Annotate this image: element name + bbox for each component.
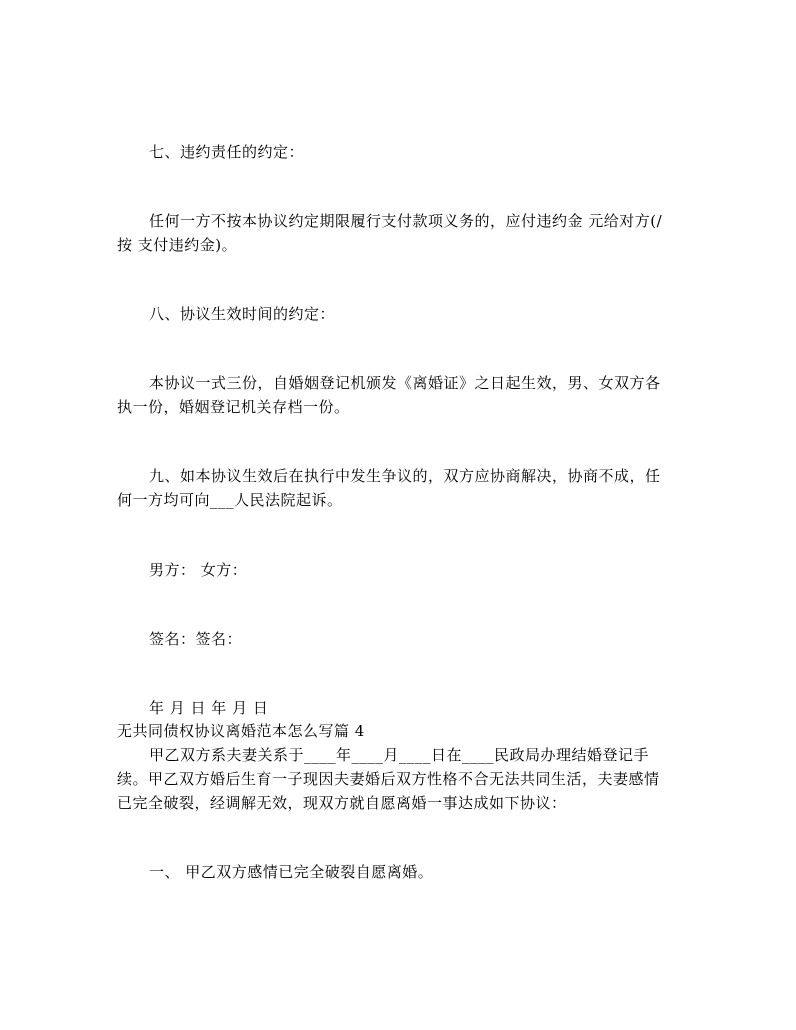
intro-line-2: 续。甲乙双方婚后生育一子现因夫妻婚后双方性格不合无法共同生活，夫妻感情 — [117, 770, 660, 788]
article-title: 无共同债权协议离婚范本怎么写篇 4 — [117, 722, 365, 740]
section-9-line-2: 何一方均可向___人民法院起诉。 — [117, 491, 343, 509]
parties-line: 男方： 女方： — [149, 561, 248, 579]
section-8-heading: 八、协议生效时间的约定： — [149, 305, 336, 323]
section-7-heading: 七、违约责任的约定： — [149, 143, 305, 161]
dates-line: 年 月 日 年 月 日 — [149, 699, 269, 717]
intro-line-3: 已完全破裂，经调解无效，现双方就自愿离婚一事达成如下协议： — [117, 794, 567, 812]
section-8-body-line-1: 本协议一式三份，自婚姻登记机颁发《离婚证》之日起生效，男、女双方各 — [149, 374, 661, 392]
section-7-body-line-2: 按 支付违约金)。 — [117, 236, 238, 254]
intro-line-1: 甲乙双方系夫妻关系于____年____月____日在____民政局办理结婚登记手 — [149, 746, 650, 764]
signatures-line: 签名：签名： — [149, 630, 243, 648]
section-8-body-line-2: 执一份，婚姻登记机关存档一份。 — [117, 398, 350, 416]
clause-1: 一、 甲乙双方感情已完全破裂自愿离婚。 — [149, 863, 434, 881]
section-9-line-1: 九、如本协议生效后在执行中发生争议的，双方应协商解决，协商不成，任 — [149, 467, 661, 485]
section-7-body-line-1: 任何一方不按本协议约定期限履行支付款项义务的，应付违约金 元给对方(/ — [149, 212, 663, 230]
